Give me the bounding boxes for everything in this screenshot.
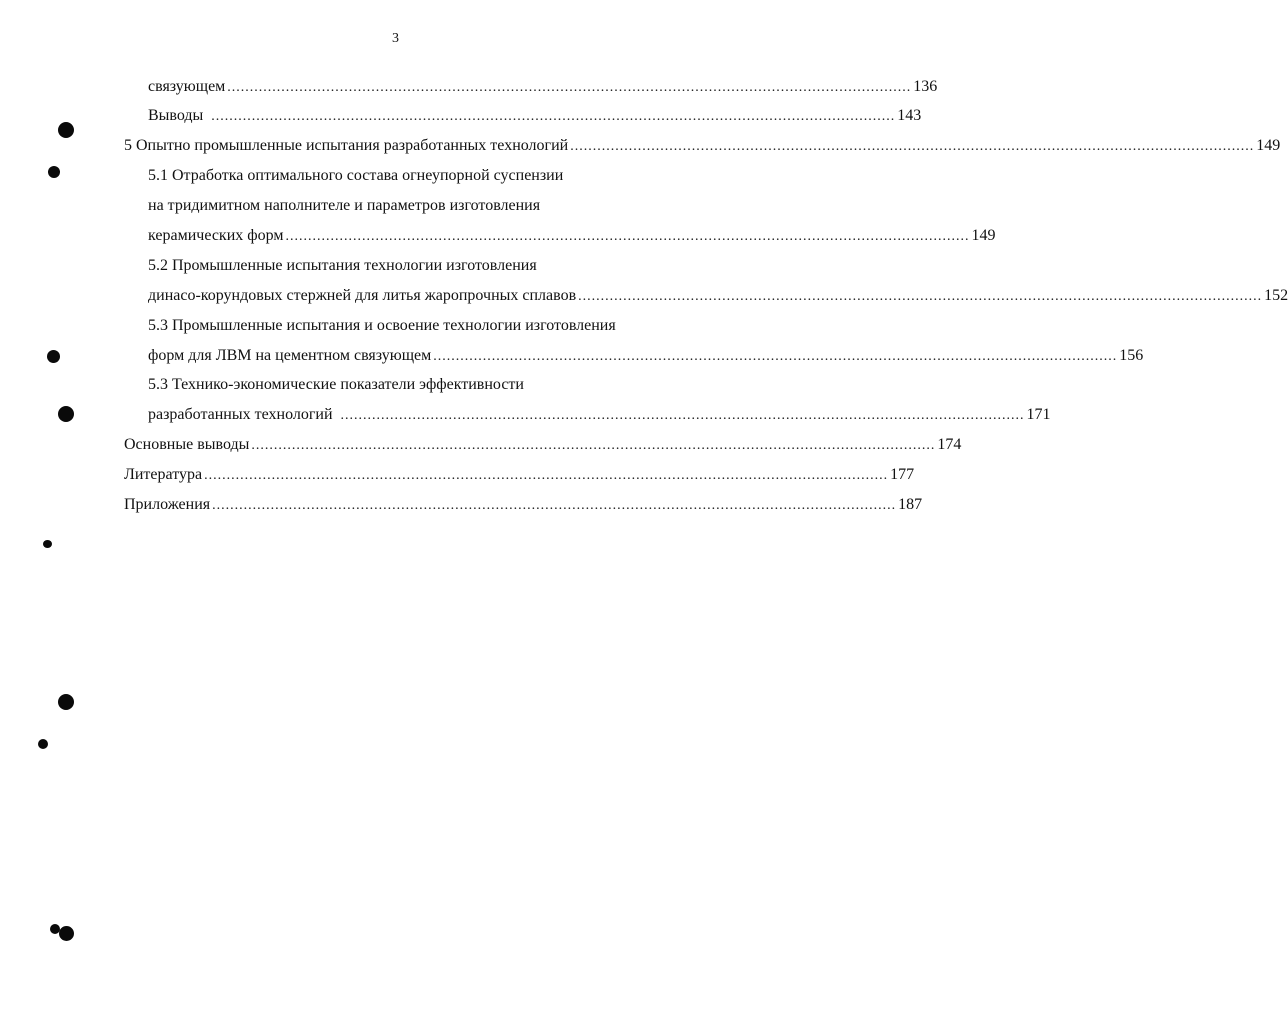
toc-entry-label: динасо-корундовых стержней для литья жаропрочных сплавов: [148, 287, 577, 304]
toc-leader-dots: ........................................................................................................................................................: [211, 109, 896, 124]
toc-entry-binder: [148, 76, 938, 98]
toc-entry-label: Приложения: [124, 496, 211, 513]
toc-entry-page: 187: [898, 496, 923, 513]
toc-entry-conclusions: [148, 105, 922, 127]
punch-hole-mark: [58, 122, 74, 138]
toc-entry-5-1-line-2: на тридимитном наполнителе и параметров изготовления: [148, 197, 541, 214]
toc-entry-label: разработанных технологий: [148, 406, 333, 423]
toc-entry-page: 174: [937, 436, 962, 453]
punch-hole-mark: [58, 406, 74, 422]
punch-hole-mark: [47, 350, 60, 363]
toc-entry-page: 149: [1256, 137, 1281, 154]
toc-entry-5-3-line-2: [148, 345, 1144, 367]
toc-entry-page: 171: [1026, 406, 1051, 423]
toc-entry-appendices: [124, 494, 923, 516]
toc-entry-page: 152: [1264, 287, 1288, 304]
toc-entry-label: керамических форм: [148, 227, 284, 244]
punch-hole-mark: [43, 540, 52, 548]
toc-leader-dots: ........................................................................................................................................................: [433, 349, 1118, 364]
toc-entry-5-4-line-1: 5.3 Технико-экономические показатели эффективности: [148, 376, 524, 393]
toc-leader-dots: ........................................................................................................................................................: [251, 438, 936, 453]
toc-entry-chapter-5: [124, 135, 1281, 157]
toc-entry-5-3-line-1: 5.3 Промышленные испытания и освоение технологии изготовления: [148, 317, 616, 334]
toc-leader-dots: ........................................................................................................................................................: [285, 229, 970, 244]
toc-entry-5-2-line-2: [148, 285, 1288, 307]
toc-entry-5-1-line-3: [148, 225, 996, 247]
toc-entry-5-1-line-1: 5.1 Отработка оптимального состава огнеупорной суспензии: [148, 167, 564, 184]
toc-leader-dots: ........................................................................................................................................................: [212, 498, 897, 513]
page-number: 3: [392, 31, 399, 46]
toc-entry-5-4-line-2: [148, 404, 1051, 426]
toc-entry-label: связующем: [148, 78, 226, 95]
toc-entry-label: Выводы: [148, 107, 204, 124]
toc-leader-dots: ........................................................................................................................................................: [340, 408, 1025, 423]
punch-hole-mark: [59, 926, 74, 941]
punch-hole-mark: [38, 739, 48, 749]
toc-entry-label: Основные выводы: [124, 436, 250, 453]
toc-entry-main-conclusions: [124, 434, 962, 456]
toc-entry-page: 143: [897, 107, 922, 124]
toc-entry-5-2-line-1: 5.2 Промышленные испытания технологии изготовления: [148, 257, 537, 274]
toc-entry-page: 149: [971, 227, 996, 244]
toc-entry-page: 136: [913, 78, 938, 95]
toc-leader-dots: ........................................................................................................................................................: [227, 80, 912, 95]
punch-hole-mark: [48, 166, 60, 178]
toc-entry-label: 5 Опытно промышленные испытания разработанных технологий: [124, 137, 569, 154]
toc-leader-dots: ........................................................................................................................................................: [570, 139, 1255, 154]
toc-leader-dots: ........................................................................................................................................................: [578, 289, 1263, 304]
toc-entry-literature: [124, 464, 915, 486]
toc-leader-dots: ........................................................................................................................................................: [204, 468, 889, 483]
toc-entry-label: форм для ЛВМ на цементном связующем: [148, 347, 432, 364]
punch-hole-mark: [58, 694, 74, 710]
toc-entry-page: 156: [1119, 347, 1144, 364]
toc-entry-page: 177: [890, 466, 915, 483]
toc-entry-label: Литература: [124, 466, 203, 483]
